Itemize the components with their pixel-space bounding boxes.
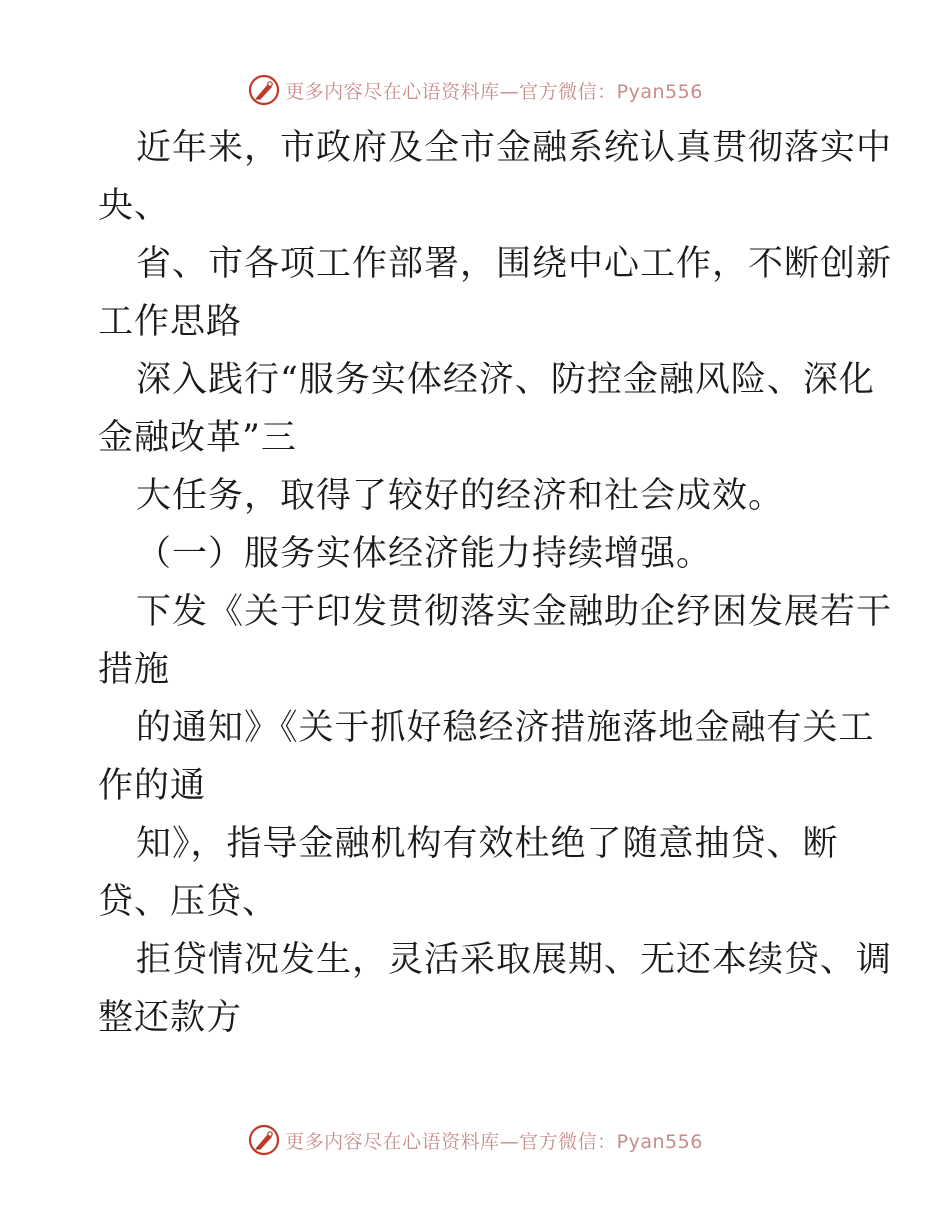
paragraph-line: 近年来，市政府及全市金融系统认真贯彻落实中 bbox=[136, 128, 893, 168]
paragraph-line: 知》，指导金融机构有效杜绝了随意抽贷、断 bbox=[136, 824, 839, 864]
footer-watermark-banner bbox=[0, 1120, 950, 1160]
section-heading: （一）服务实体经济能力持续增强。 bbox=[136, 534, 713, 574]
paragraph-line: 深入践行“服务实体经济、防控金融风险、深化 bbox=[136, 360, 875, 400]
paragraph-line: 央、 bbox=[98, 186, 171, 226]
paragraph-line: 整还款方 bbox=[98, 998, 243, 1038]
paragraph-line: 的通知》《关于抓好稳经济措施落地金融有关工 bbox=[136, 708, 875, 748]
paragraph-line: 工作思路 bbox=[98, 302, 243, 342]
paragraph-line: 大任务，取得了较好的经济和社会成效。 bbox=[136, 476, 785, 516]
paragraph-line: 下发《关于印发贯彻落实金融助企纾困发展若干 bbox=[136, 592, 893, 632]
pen-logo-icon bbox=[247, 73, 281, 107]
header-banner-text: 更多内容尽在心语资料库—官方微信：Pyan556 bbox=[285, 80, 703, 103]
footer-banner-text: 更多内容尽在心语资料库—官方微信：Pyan556 bbox=[285, 1130, 703, 1153]
header-watermark-banner bbox=[0, 70, 950, 110]
paragraph-line: 作的通 bbox=[98, 766, 207, 806]
pen-logo-icon bbox=[247, 1123, 281, 1157]
paragraph-line: 贷、压贷、 bbox=[98, 882, 279, 922]
paragraph-line: 措施 bbox=[98, 650, 171, 690]
paragraph-line: 金融改革”三 bbox=[98, 418, 297, 458]
paragraph-line: 拒贷情况发生，灵活采取展期、无还本续贷、调 bbox=[136, 940, 893, 980]
paragraph-line: 省、市各项工作部署，围绕中心工作，不断创新 bbox=[136, 244, 893, 284]
